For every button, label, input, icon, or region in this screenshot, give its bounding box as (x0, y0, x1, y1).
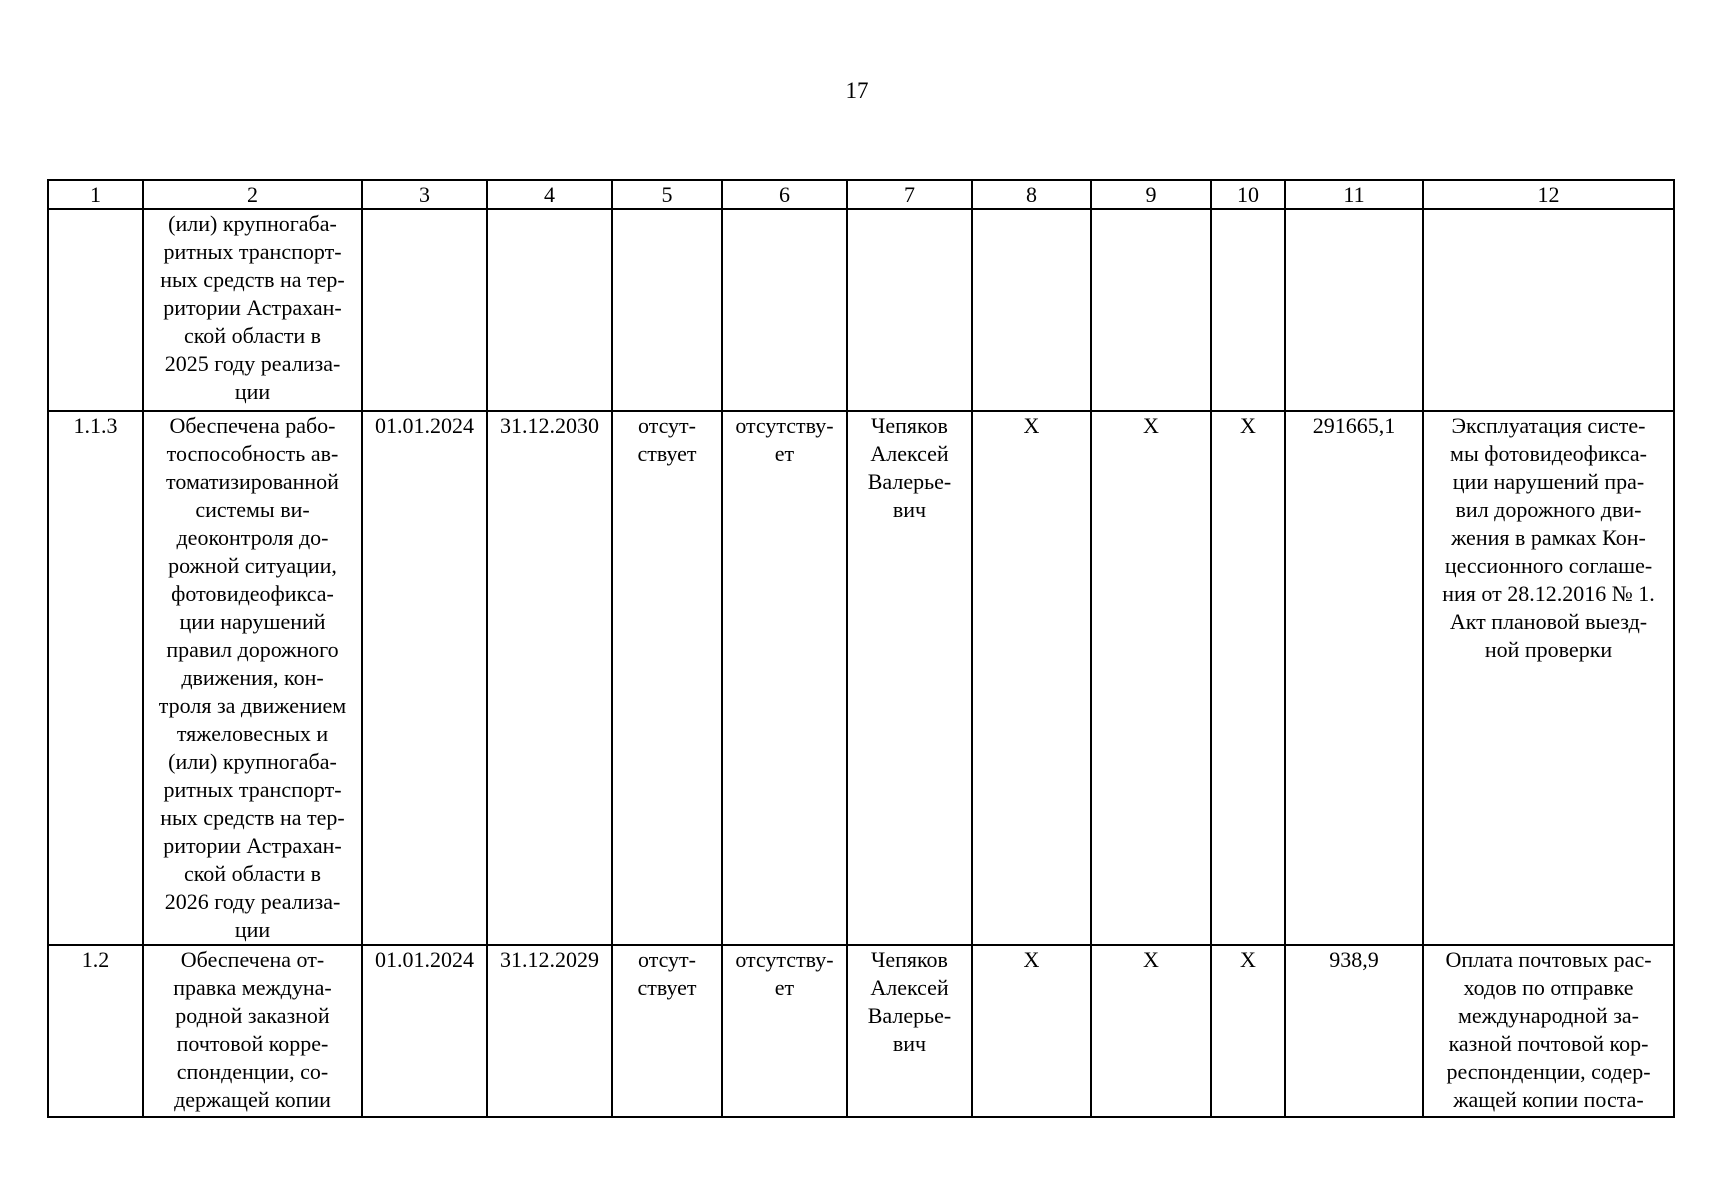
cell-text: Чепяков Алексей Валерье- вич (867, 947, 952, 1056)
result-name-cell (143, 411, 362, 945)
row-number-cell (48, 411, 143, 945)
col6-cell (722, 945, 847, 1117)
amount-cell (1285, 945, 1423, 1117)
amount-cell (1285, 411, 1423, 945)
amount-cell (1285, 209, 1423, 411)
cell-text: Эксплуатация систе- мы фотовидеофикса- ции нарушений пра- вил дорожного дви- жения в рамках Кон- цессионного соглаше- ния от 28.12.2016 № 1. Акт плановой выезд- ной проверки (1442, 413, 1655, 662)
end-date-cell (487, 411, 612, 945)
result-name-cell (143, 209, 362, 411)
cell-text: Обеспечена от- правка междуна- родной заказной почтовой корре- спонденции, со- держащей копии (173, 947, 332, 1112)
header-cell: 3 (362, 180, 487, 209)
header-cell: 6 (722, 180, 847, 209)
responsible-cell (847, 945, 972, 1117)
header-cell: 10 (1211, 180, 1285, 209)
col9-cell (1091, 945, 1211, 1117)
start-date-cell (362, 945, 487, 1117)
page-number: 17 (845, 78, 869, 103)
table-row (48, 411, 1674, 945)
col6-cell (722, 411, 847, 945)
table-row (48, 209, 1674, 411)
cell-text: 31.12.2029 (500, 947, 599, 972)
end-date-cell (487, 945, 612, 1117)
cell-text: Х (1023, 413, 1040, 438)
col9-cell (1091, 209, 1211, 411)
description-cell (1423, 945, 1674, 1117)
description-cell (1423, 411, 1674, 945)
cell-text: Х (1240, 947, 1256, 972)
col10-cell (1211, 209, 1285, 411)
header-cell: 9 (1091, 180, 1211, 209)
header-cell: 1 (48, 180, 143, 209)
end-date-cell (487, 209, 612, 411)
col8-cell (972, 945, 1091, 1117)
header-cell: 5 (612, 180, 722, 209)
col8-cell (972, 209, 1091, 411)
start-date-cell (362, 209, 487, 411)
col5-cell (612, 411, 722, 945)
cell-text: 31.12.2030 (500, 413, 599, 438)
cell-text: 291665,1 (1312, 413, 1396, 438)
col10-cell (1211, 411, 1285, 945)
cell-text: Обеспечена рабо- тоспособность ав- томатизированной системы ви- деоконтроля до- рожной ситуации, фотовидеофикса- ции нарушений правил дорожного движения, кон- троля за движением тяжеловесных и (или) крупногаба- ритных транспорт- ных средств на тер- ритории Астрахан- ской области в 2026 году реализа- ции (158, 413, 347, 942)
header-cell: 12 (1423, 180, 1674, 209)
cell-text: 01.01.2024 (375, 413, 474, 438)
cell-text: 938,9 (1329, 947, 1379, 972)
responsible-cell (847, 209, 972, 411)
header-cell: 8 (972, 180, 1091, 209)
cell-text: (или) крупногаба- ритных транспорт- ных средств на тер- ритории Астрахан- ской области в 2025 году реализа- ции (160, 211, 345, 404)
row-number-cell (48, 209, 143, 411)
header-cell: 2 (143, 180, 362, 209)
row-number-cell (48, 945, 143, 1117)
cell-text: отсутству- ет (735, 947, 834, 1000)
result-name-cell (143, 945, 362, 1117)
cell-text: отсут- ствует (637, 947, 697, 1000)
description-cell (1423, 209, 1674, 411)
cell-text: Оплата почтовых рас- ходов по отправке международной за- казной почтовой кор- респонденции, содер- жащей копии поста- (1445, 947, 1652, 1112)
cell-text: 01.01.2024 (375, 947, 474, 972)
cell-text: Х (1023, 947, 1040, 972)
header-cell: 11 (1285, 180, 1423, 209)
header-row (48, 180, 1674, 209)
col6-cell (722, 209, 847, 411)
cell-text: 1.2 (81, 947, 110, 972)
cell-text: Х (1143, 413, 1159, 438)
cell-text: отсут- ствует (637, 413, 697, 466)
cell-text: отсутству- ет (735, 413, 834, 466)
cell-text: 1.1.3 (73, 413, 118, 438)
cell-text: Чепяков Алексей Валерье- вич (867, 413, 952, 522)
start-date-cell (362, 411, 487, 945)
plan-table (47, 179, 1675, 1118)
col9-cell (1091, 411, 1211, 945)
col5-cell (612, 209, 722, 411)
table-row (48, 945, 1674, 1117)
header-cell: 4 (487, 180, 612, 209)
responsible-cell (847, 411, 972, 945)
col5-cell (612, 945, 722, 1117)
col10-cell (1211, 945, 1285, 1117)
col8-cell (972, 411, 1091, 945)
cell-text: Х (1240, 413, 1256, 438)
cell-text: Х (1143, 947, 1159, 972)
header-cell: 7 (847, 180, 972, 209)
